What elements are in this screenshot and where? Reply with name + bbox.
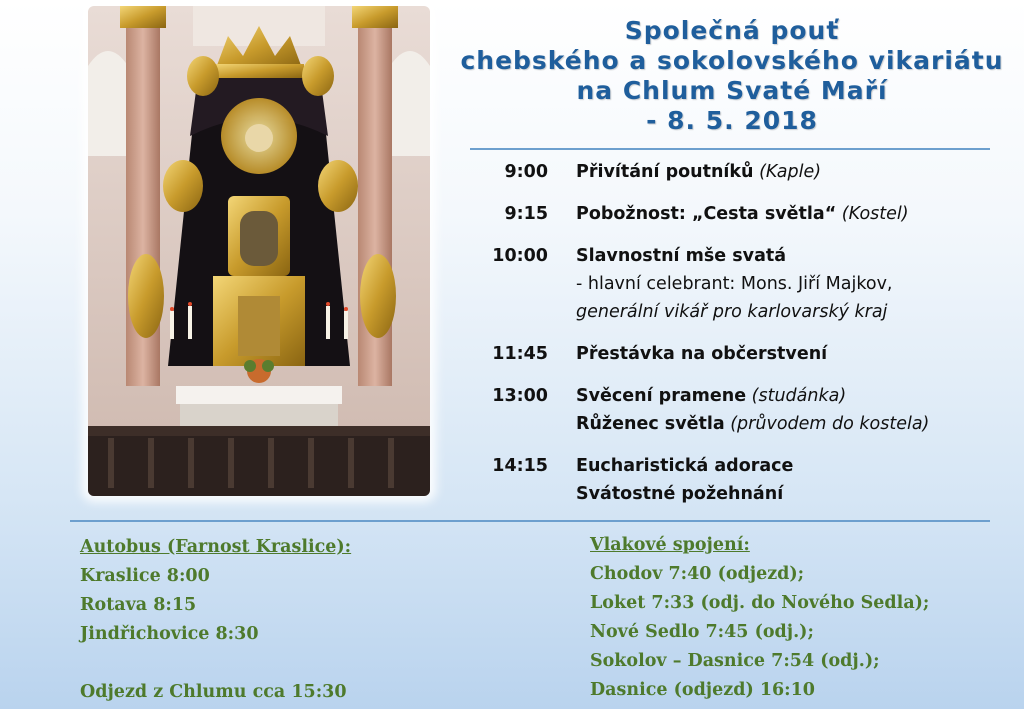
schedule-bold-text: Pobožnost: „Cesta světla“ xyxy=(576,204,837,224)
train-info xyxy=(590,531,929,705)
schedule-bold-text: Eucharistická adorace xyxy=(576,456,794,476)
title-line-4: - 8. 5. 2018 xyxy=(646,106,818,135)
bus-stop: Kraslice 8:00 xyxy=(80,566,210,586)
schedule-description xyxy=(576,158,1016,186)
schedule-description xyxy=(576,452,1016,508)
schedule-bold-text: Přestávka na občerstvení xyxy=(576,344,828,364)
bus-departure: Odjezd z Chlumu cca 15:30 xyxy=(80,682,347,702)
schedule-time: 9:00 xyxy=(504,162,548,182)
schedule-bold-text: Přivítání poutníků xyxy=(576,162,754,182)
schedule-italic-text: (studánka) xyxy=(751,386,847,406)
schedule-plain-text: - hlavní celebrant: Mons. Jiří Majkov, xyxy=(576,274,893,294)
schedule-time: 10:00 xyxy=(492,246,548,266)
schedule-italic-text: (Kostel) xyxy=(841,204,909,224)
schedule-bold-text: Slavnostní mše svatá xyxy=(576,246,787,266)
schedule-italic-text: generální vikář pro karlovarský kraj xyxy=(576,302,888,322)
schedule-time: 14:15 xyxy=(492,456,548,476)
altar-photo xyxy=(88,6,430,496)
schedule-time: 13:00 xyxy=(492,386,548,406)
spacer xyxy=(80,649,351,678)
schedule-time: 11:45 xyxy=(492,344,548,364)
schedule-line xyxy=(576,242,1016,270)
train-connection: Nové Sedlo 7:45 (odj.); xyxy=(590,622,814,642)
bus-stop: Jindřichovice 8:30 xyxy=(80,624,259,644)
schedule-line xyxy=(576,382,1016,410)
divider-bottom xyxy=(70,520,990,522)
schedule-line xyxy=(576,298,1016,326)
schedule-bold-text: Svěcení pramene xyxy=(576,386,747,406)
schedule-bold-text: Růženec světla xyxy=(576,414,725,434)
schedule-line xyxy=(576,200,1016,228)
train-connection: Dasnice (odjezd) 16:10 xyxy=(590,680,815,700)
schedule-line xyxy=(576,480,1016,508)
schedule-line xyxy=(576,452,1016,480)
schedule-time: 9:15 xyxy=(504,204,548,224)
train-connection: Chodov 7:40 (odjezd); xyxy=(590,564,805,584)
schedule-line xyxy=(576,340,1016,368)
divider-top xyxy=(470,148,990,150)
title-line-1: Společná pouť xyxy=(624,16,840,45)
schedule-line xyxy=(576,410,1016,438)
event-title xyxy=(440,16,1024,136)
schedule-italic-text: (Kaple) xyxy=(759,162,822,182)
schedule-description xyxy=(576,382,1016,438)
schedule-italic-text: (průvodem do kostela) xyxy=(730,414,930,434)
train-connection: Loket 7:33 (odj. do Nového Sedla); xyxy=(590,593,930,613)
schedule-line xyxy=(576,270,1016,298)
schedule-description xyxy=(576,200,1016,228)
schedule-description xyxy=(576,242,1016,326)
schedule-description xyxy=(576,340,1016,368)
schedule-line xyxy=(576,158,1016,186)
train-heading: Vlakové spojení: xyxy=(590,535,750,555)
train-connection: Sokolov – Dasnice 7:54 (odj.); xyxy=(590,651,880,671)
bus-info xyxy=(80,533,351,707)
bus-stop: Rotava 8:15 xyxy=(80,595,197,615)
title-line-3: na Chlum Svaté Maří xyxy=(576,76,888,105)
bus-heading: Autobus (Farnost Kraslice): xyxy=(80,537,352,557)
title-line-2: chebského a sokolovského vikariátu xyxy=(460,46,1004,75)
schedule-bold-text: Svátostné požehnání xyxy=(576,484,784,504)
